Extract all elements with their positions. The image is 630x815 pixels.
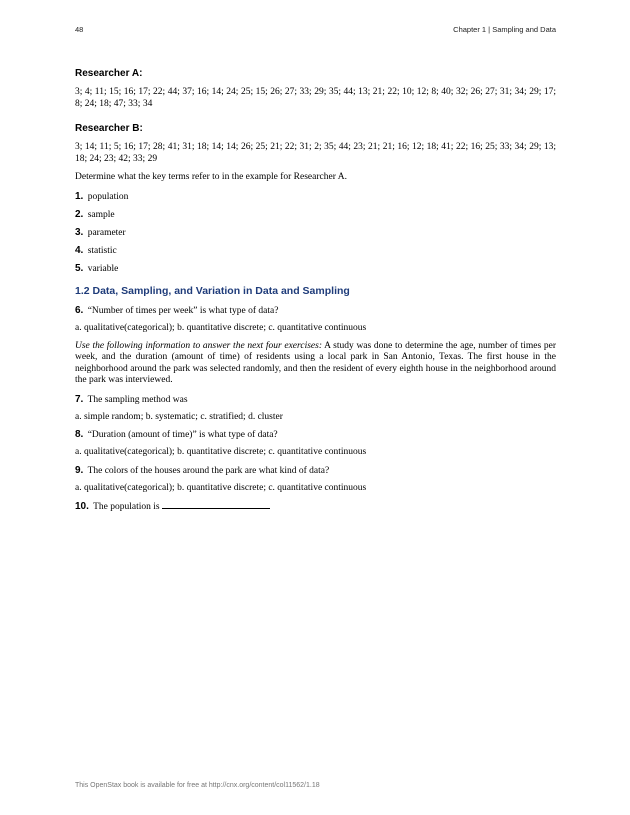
question-number: 8. <box>75 429 84 440</box>
item-number: 2. <box>75 208 84 220</box>
item-text: statistic <box>87 245 117 256</box>
chapter-header: Chapter 1 | Sampling and Data <box>453 25 556 34</box>
question-9 <box>75 465 556 478</box>
page-content <box>75 68 556 519</box>
question-8 <box>75 429 556 442</box>
key-term-item <box>75 245 556 258</box>
answer-options-8: a. qualitative(categorical); b. quantitative discrete; c. quantitative continuous <box>75 447 367 457</box>
key-term-item <box>75 191 556 204</box>
question-number: 6. <box>75 305 84 316</box>
key-term-item <box>75 227 556 240</box>
page-number: 48 <box>75 25 84 34</box>
key-term-item <box>75 209 556 222</box>
answer-options-7: a. simple random; b. systematic; c. stratified; d. cluster <box>75 411 283 422</box>
item-number: 3. <box>75 226 84 238</box>
info-paragraph <box>75 341 556 387</box>
question-text: The sampling method was <box>87 394 188 405</box>
answer-options-9: a. qualitative(categorical); b. quantitative discrete; c. quantitative continuous <box>75 482 367 493</box>
question-text: The population is <box>93 502 162 512</box>
info-lead: Use the following information to answer the next four exercises: <box>75 340 322 351</box>
question-text: “Duration (amount of time)” is what type of data? <box>87 430 278 440</box>
item-text: sample <box>87 209 115 220</box>
question-6 <box>75 305 556 318</box>
question-number: 10. <box>75 501 89 512</box>
item-number: 5. <box>75 262 84 274</box>
item-number: 1. <box>75 190 84 202</box>
key-term-item <box>75 263 556 276</box>
footer-note: This OpenStax book is available for free at http://cnx.org/content/col11562/1.18 <box>75 782 320 789</box>
researcher-a-heading: Researcher A: <box>75 68 143 79</box>
question-number: 9. <box>75 464 84 476</box>
item-text: parameter <box>87 227 126 238</box>
answer-blank-line <box>162 500 270 509</box>
item-text: variable <box>87 263 119 274</box>
instruction-text: Determine what the key terms refer to in the example for Researcher A. <box>75 172 347 182</box>
researcher-b-data: 3; 14; 11; 5; 16; 17; 28; 41; 31; 18; 14; 14; 26; 25; 21; 22; 31; 2; 35; 44; 23; 21; 21; 16; 12; 18; 41; 22; 16; 25; 33; 34; 29; 13; 18; 24; 23; 42; 33; 29 <box>75 142 556 164</box>
question-text: The colors of the houses around the park are what kind of data? <box>87 465 330 476</box>
item-text: population <box>87 191 129 202</box>
question-text: “Number of times per week” is what type of data? <box>87 306 279 316</box>
question-10 <box>75 500 556 514</box>
question-number: 7. <box>75 393 84 405</box>
researcher-b-heading: Researcher B: <box>75 123 143 134</box>
item-number: 4. <box>75 244 84 256</box>
info-body: A study was done to determine the age, number of times per week, and the duration (amount of time) of residents using a local park in San Antonio, Texas. The first house in the neighborhood around the park was selected randomly, and then the resident of every eighth house in the neighborhood around the park was interviewed. <box>75 340 556 385</box>
section-title: 1.2 Data, Sampling, and Variation in Data and Sampling <box>75 285 350 297</box>
question-7 <box>75 394 556 407</box>
researcher-a-data: 3; 4; 11; 15; 16; 17; 22; 44; 37; 16; 14; 24; 25; 15; 26; 27; 33; 29; 35; 44; 13; 21; 22; 10; 12; 8; 40; 32; 26; 27; 31; 34; 29; 17; 8; 24; 18; 47; 33; 34 <box>75 87 556 109</box>
answer-options-6: a. qualitative(categorical); b. quantitative discrete; c. quantitative continuous <box>75 323 367 333</box>
